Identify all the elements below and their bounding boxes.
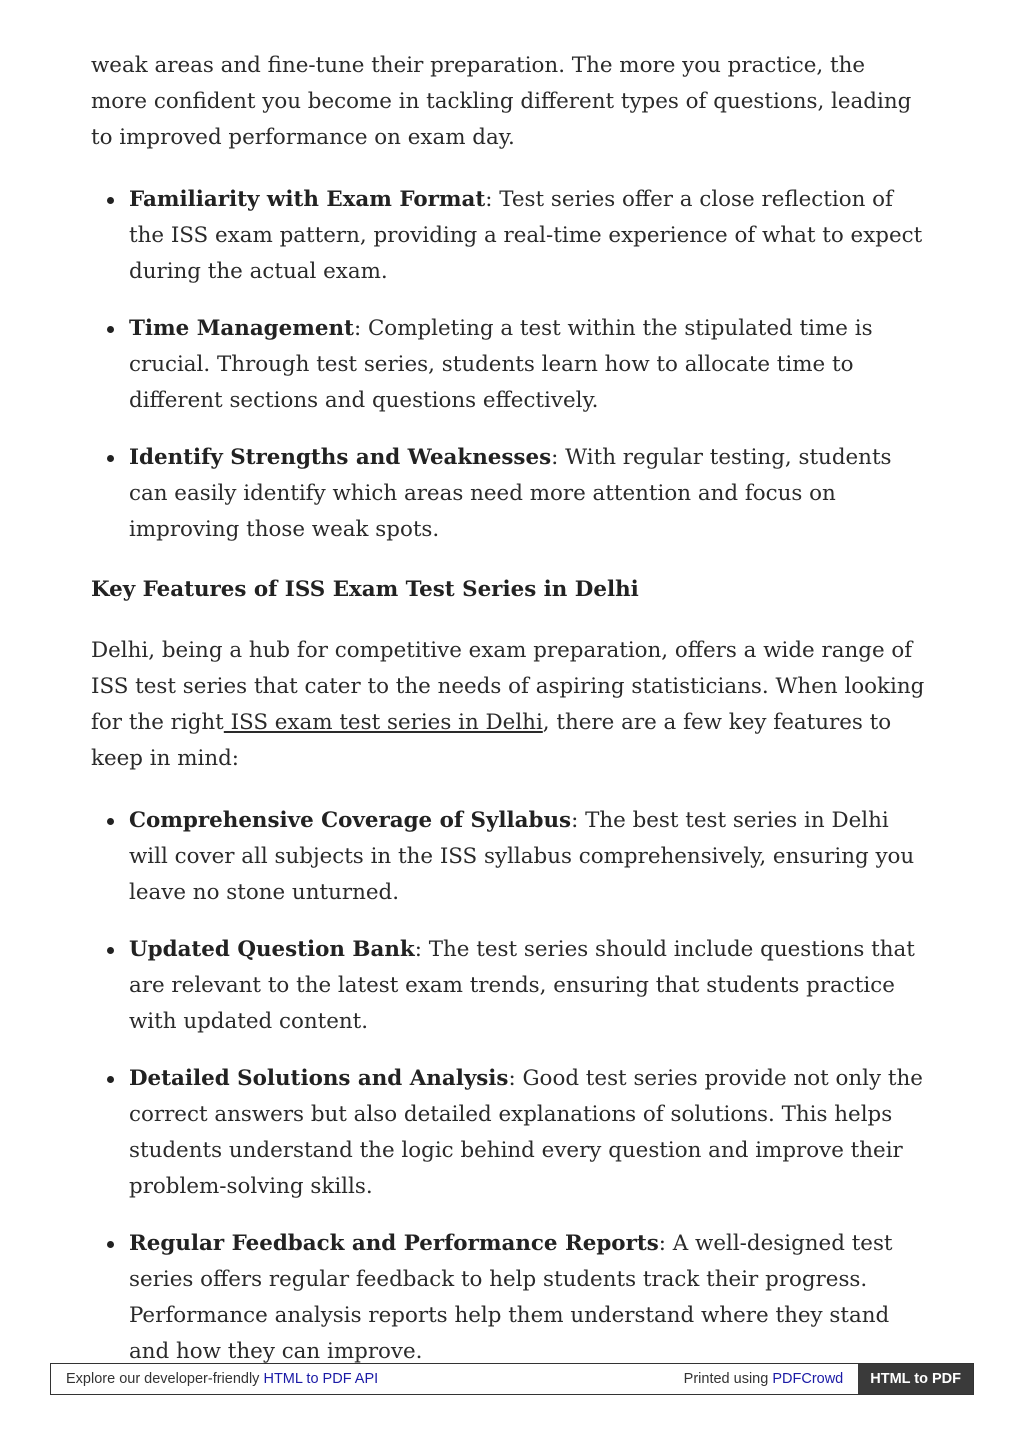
list-item-desc: : The test series should include questions that are relevant to the latest exam trends, ensuring that students practice with updated content.	[129, 937, 915, 1034]
intro-paragraph: weak areas and fine-tune their preparation. The more you practice, the more confident you become in tackling different types of questions, leading to improved performance on exam day.	[91, 53, 912, 150]
delhi-paragraph-end: , there are a few key features to keep in mind:	[91, 710, 892, 771]
list-item	[91, 803, 926, 911]
html-to-pdf-button[interactable]: HTML to PDF	[858, 1364, 973, 1394]
list-item-desc: : The best test series in Delhi will cover all subjects in the ISS syllabus comprehensively, ensuring you leave no stone unturned.	[129, 808, 915, 905]
html-to-pdf-api-link[interactable]: HTML to PDF API	[263, 1371, 379, 1387]
pdfcrowd-footer	[50, 1363, 974, 1395]
document-body	[91, 48, 926, 1391]
delhi-paragraph	[91, 633, 926, 777]
delhi-paragraph-start: Delhi, being a hub for competitive exam preparation, offers a wide range of ISS test series that cater to the needs of aspiring statisticians. When looking for the right	[91, 638, 925, 735]
list-item-desc: : A well-designed test series offers regular feedback to help students track their progress. Performance analysis reports help them understand where they stand and how they can improve.	[129, 1231, 893, 1364]
list-item-term: Comprehensive Coverage of Syllabus	[129, 808, 572, 833]
pdfcrowd-link[interactable]: PDFCrowd	[772, 1371, 844, 1387]
list-item-term: Familiarity with Exam Format	[129, 187, 486, 212]
footer-printed	[684, 1371, 859, 1387]
list-item-term: Updated Question Bank	[129, 937, 415, 962]
list-item-desc: : Test series offer a close reflection of the ISS exam pattern, providing a real-time experience of what to expect during the actual exam.	[129, 187, 923, 284]
list-item-term: Identify Strengths and Weaknesses	[129, 445, 552, 470]
list-item	[91, 1061, 926, 1205]
list-item	[91, 311, 926, 419]
iss-test-series-link[interactable]: ISS exam test series in Delhi	[223, 710, 543, 735]
benefits-list	[91, 182, 926, 548]
list-item	[91, 932, 926, 1040]
list-item-desc: : Completing a test within the stipulated time is crucial. Through test series, students learn how to allocate time to different sections and questions effectively.	[129, 316, 873, 413]
list-item	[91, 1226, 926, 1370]
list-item-desc: : Good test series provide not only the correct answers but also detailed explanations of solutions. This helps students understand the logic behind every question and improve their problem-solving skills.	[129, 1066, 923, 1199]
footer-explore-text: Explore our developer-friendly	[66, 1371, 264, 1387]
list-item	[91, 440, 926, 548]
list-item	[91, 182, 926, 290]
footer-explore	[51, 1371, 684, 1387]
features-list	[91, 803, 926, 1370]
footer-printed-text: Printed using	[683, 1371, 773, 1387]
section-heading: Key Features of ISS Exam Test Series in Delhi	[91, 577, 639, 602]
list-item-desc: : With regular testing, students can easily identify which areas need more attention and focus on improving those weak spots.	[129, 445, 892, 542]
list-item-term: Regular Feedback and Performance Reports	[129, 1231, 659, 1256]
list-item-term: Time Management	[129, 316, 354, 341]
list-item-term: Detailed Solutions and Analysis	[129, 1066, 509, 1091]
